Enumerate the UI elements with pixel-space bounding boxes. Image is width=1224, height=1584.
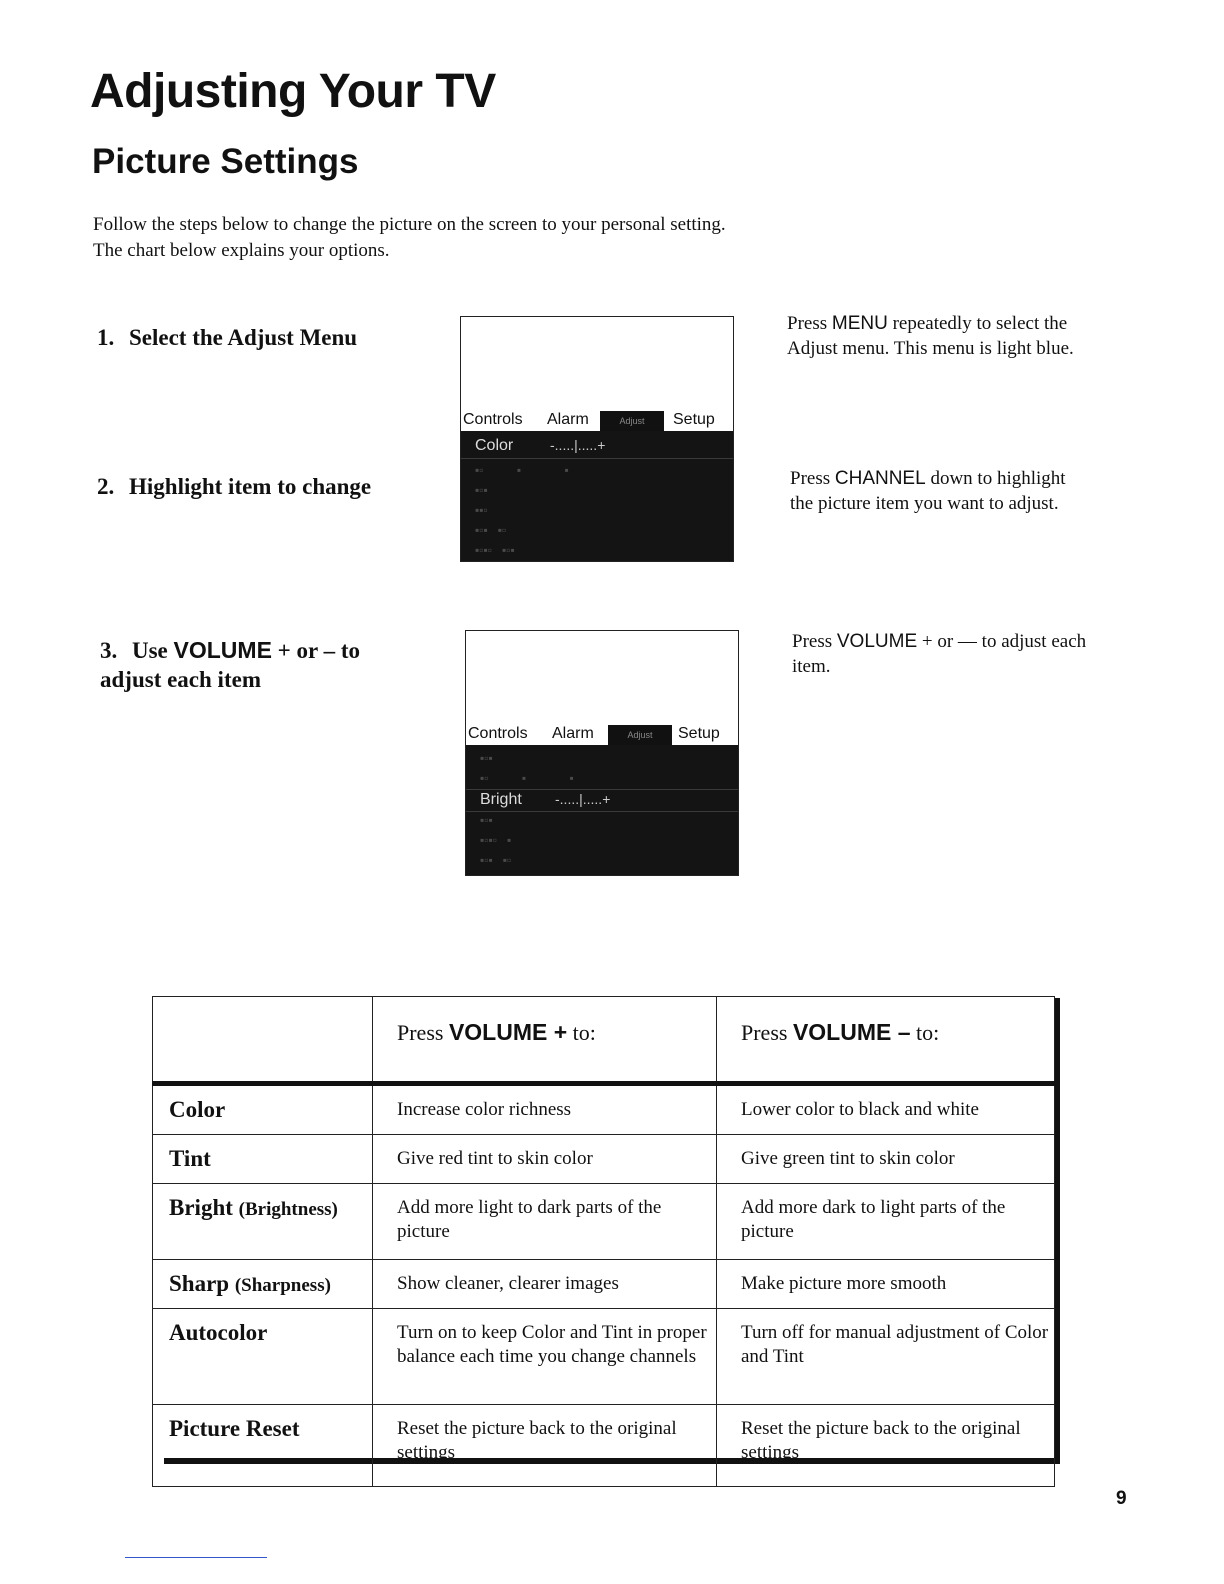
row-plus: Add more light to dark parts of the picture	[373, 1184, 717, 1260]
table-row	[153, 1135, 1055, 1184]
table-row	[153, 1184, 1055, 1260]
row-minus: Turn off for manual adjustment of Color and Tint	[717, 1309, 1055, 1405]
menu-item-dim: ▪▫▪	[480, 751, 493, 765]
menu-tab-setup: Setup	[673, 411, 715, 428]
item-fullname: (Sharpness)	[234, 1275, 331, 1296]
menu-item-dim: ▪▫ ▪ ▪	[480, 771, 574, 785]
step-title: + or – to adjust each item	[100, 638, 360, 692]
row-plus: Give red tint to skin color	[373, 1135, 717, 1184]
tv-screen-adjust-color	[460, 316, 734, 562]
step-number: 2.	[97, 474, 115, 499]
table-row	[153, 1309, 1055, 1405]
menu-item-dim: ▪▫▪	[480, 813, 493, 827]
row-minus: Add more dark to light parts of the picture	[717, 1184, 1055, 1260]
item-fullname: (Brightness)	[238, 1199, 338, 1220]
table-row	[153, 1405, 1055, 1487]
item-name: Color	[169, 1097, 226, 1122]
desc-text: + or — to adjust each item.	[792, 631, 1087, 677]
header-key: VOLUME +	[448, 1019, 568, 1045]
menu-item-label: Color	[475, 437, 514, 454]
menu-item-dim: ▪▫▪▫ ▪▫▪	[475, 543, 515, 557]
desc-text: Press	[792, 631, 837, 652]
menu-tab-adjust: Adjust	[600, 411, 664, 431]
menu-bar	[466, 725, 738, 745]
step-3-heading	[100, 636, 420, 694]
row-plus: Show cleaner, clearer images	[373, 1260, 717, 1309]
menu-panel	[461, 431, 733, 561]
menu-item-dim: ▪▫▪ ▪▫	[475, 523, 507, 537]
row-item	[153, 1135, 373, 1184]
row-item	[153, 1405, 373, 1487]
desc-text: Press	[790, 468, 835, 489]
menu-item-dim: ▪▫▪	[475, 483, 488, 497]
menu-tab-adjust: Adjust	[608, 725, 672, 745]
tv-screen-adjust-bright	[465, 630, 739, 876]
step-number: 3.	[100, 638, 118, 663]
step-1-description	[787, 311, 1107, 361]
menu-tab-alarm: Alarm	[547, 411, 589, 428]
row-minus: Make picture more smooth	[717, 1260, 1055, 1309]
header-text: Press	[741, 1020, 793, 1045]
section-title: Picture Settings	[92, 142, 359, 181]
row-item	[153, 1309, 373, 1405]
header-key: VOLUME –	[792, 1019, 911, 1045]
item-name: Bright	[169, 1195, 233, 1220]
step-2-heading	[97, 472, 371, 501]
step-title: Use	[132, 638, 174, 663]
item-name: Tint	[169, 1146, 211, 1171]
table-header-row	[153, 997, 1055, 1084]
menu-bar	[461, 411, 733, 431]
step-title: Select the Adjust Menu	[129, 325, 358, 350]
channel-key-label: CHANNEL	[834, 468, 926, 489]
picture-options-table	[152, 996, 1055, 1487]
step-2-description	[790, 466, 1070, 516]
menu-item-scale: -.....|.....+	[555, 791, 611, 807]
header-text: to:	[567, 1020, 596, 1045]
menu-item-active	[475, 437, 606, 455]
menu-divider	[466, 789, 738, 790]
menu-tab-alarm: Alarm	[552, 725, 594, 742]
volume-key-label: VOLUME	[836, 631, 918, 652]
menu-item-active	[480, 791, 611, 809]
row-item	[153, 1260, 373, 1309]
footer-rule	[125, 1557, 267, 1558]
desc-text: Press	[787, 313, 832, 334]
table-header-volume-plus	[373, 997, 717, 1084]
menu-divider	[461, 458, 733, 459]
step-number: 1.	[97, 325, 115, 350]
menu-tab-controls: Controls	[463, 411, 523, 428]
row-minus: Give green tint to skin color	[717, 1135, 1055, 1184]
step-3-description	[792, 629, 1112, 679]
table-row	[153, 1084, 1055, 1135]
item-name: Sharp	[169, 1271, 230, 1296]
header-text: Press	[397, 1020, 449, 1045]
menu-item-dim: ▪▫▪ ▪▫	[480, 853, 512, 867]
item-name: Autocolor	[169, 1320, 268, 1345]
desc-text: down to highlight the picture item you want to adjust.	[790, 468, 1066, 514]
menu-tab-setup: Setup	[678, 725, 720, 742]
row-minus: Lower color to black and white	[717, 1084, 1055, 1135]
menu-item-dim: ▪▫ ▪ ▪	[475, 463, 569, 477]
menu-divider	[466, 811, 738, 812]
table-header-volume-minus	[717, 997, 1055, 1084]
step-1-heading	[97, 323, 357, 352]
volume-key-label: VOLUME	[173, 637, 272, 663]
row-item	[153, 1184, 373, 1260]
menu-item-label: Bright	[480, 791, 522, 808]
item-name: Picture Reset	[169, 1416, 300, 1441]
menu-panel	[466, 745, 738, 875]
table-header-empty	[153, 997, 373, 1084]
menu-tab-controls: Controls	[468, 725, 528, 742]
step-title: Highlight item to change	[129, 474, 372, 499]
menu-item-dim: ▪▫▪▫ ▪	[480, 833, 512, 847]
row-plus: Increase color richness	[373, 1084, 717, 1135]
intro-paragraph: Follow the steps below to change the picture on the screen to your personal setting. The chart below explains your options.	[93, 214, 726, 261]
row-item	[153, 1084, 373, 1135]
page-title: Adjusting Your TV	[90, 65, 496, 118]
menu-item-dim: ▪▪▫	[475, 503, 488, 517]
row-plus: Turn on to keep Color and Tint in proper balance each time you change channels	[373, 1309, 717, 1405]
row-minus: Reset the picture back to the original settings	[717, 1405, 1055, 1487]
menu-key-label: MENU	[831, 313, 888, 334]
table-row	[153, 1260, 1055, 1309]
row-plus: Reset the picture back to the original settings	[373, 1405, 717, 1487]
header-text: to:	[910, 1020, 940, 1045]
menu-item-scale: -.....|.....+	[550, 437, 606, 453]
page-number: 9	[1116, 1488, 1127, 1509]
desc-text: repeatedly to select the Adjust menu. This menu is light blue.	[787, 313, 1074, 359]
